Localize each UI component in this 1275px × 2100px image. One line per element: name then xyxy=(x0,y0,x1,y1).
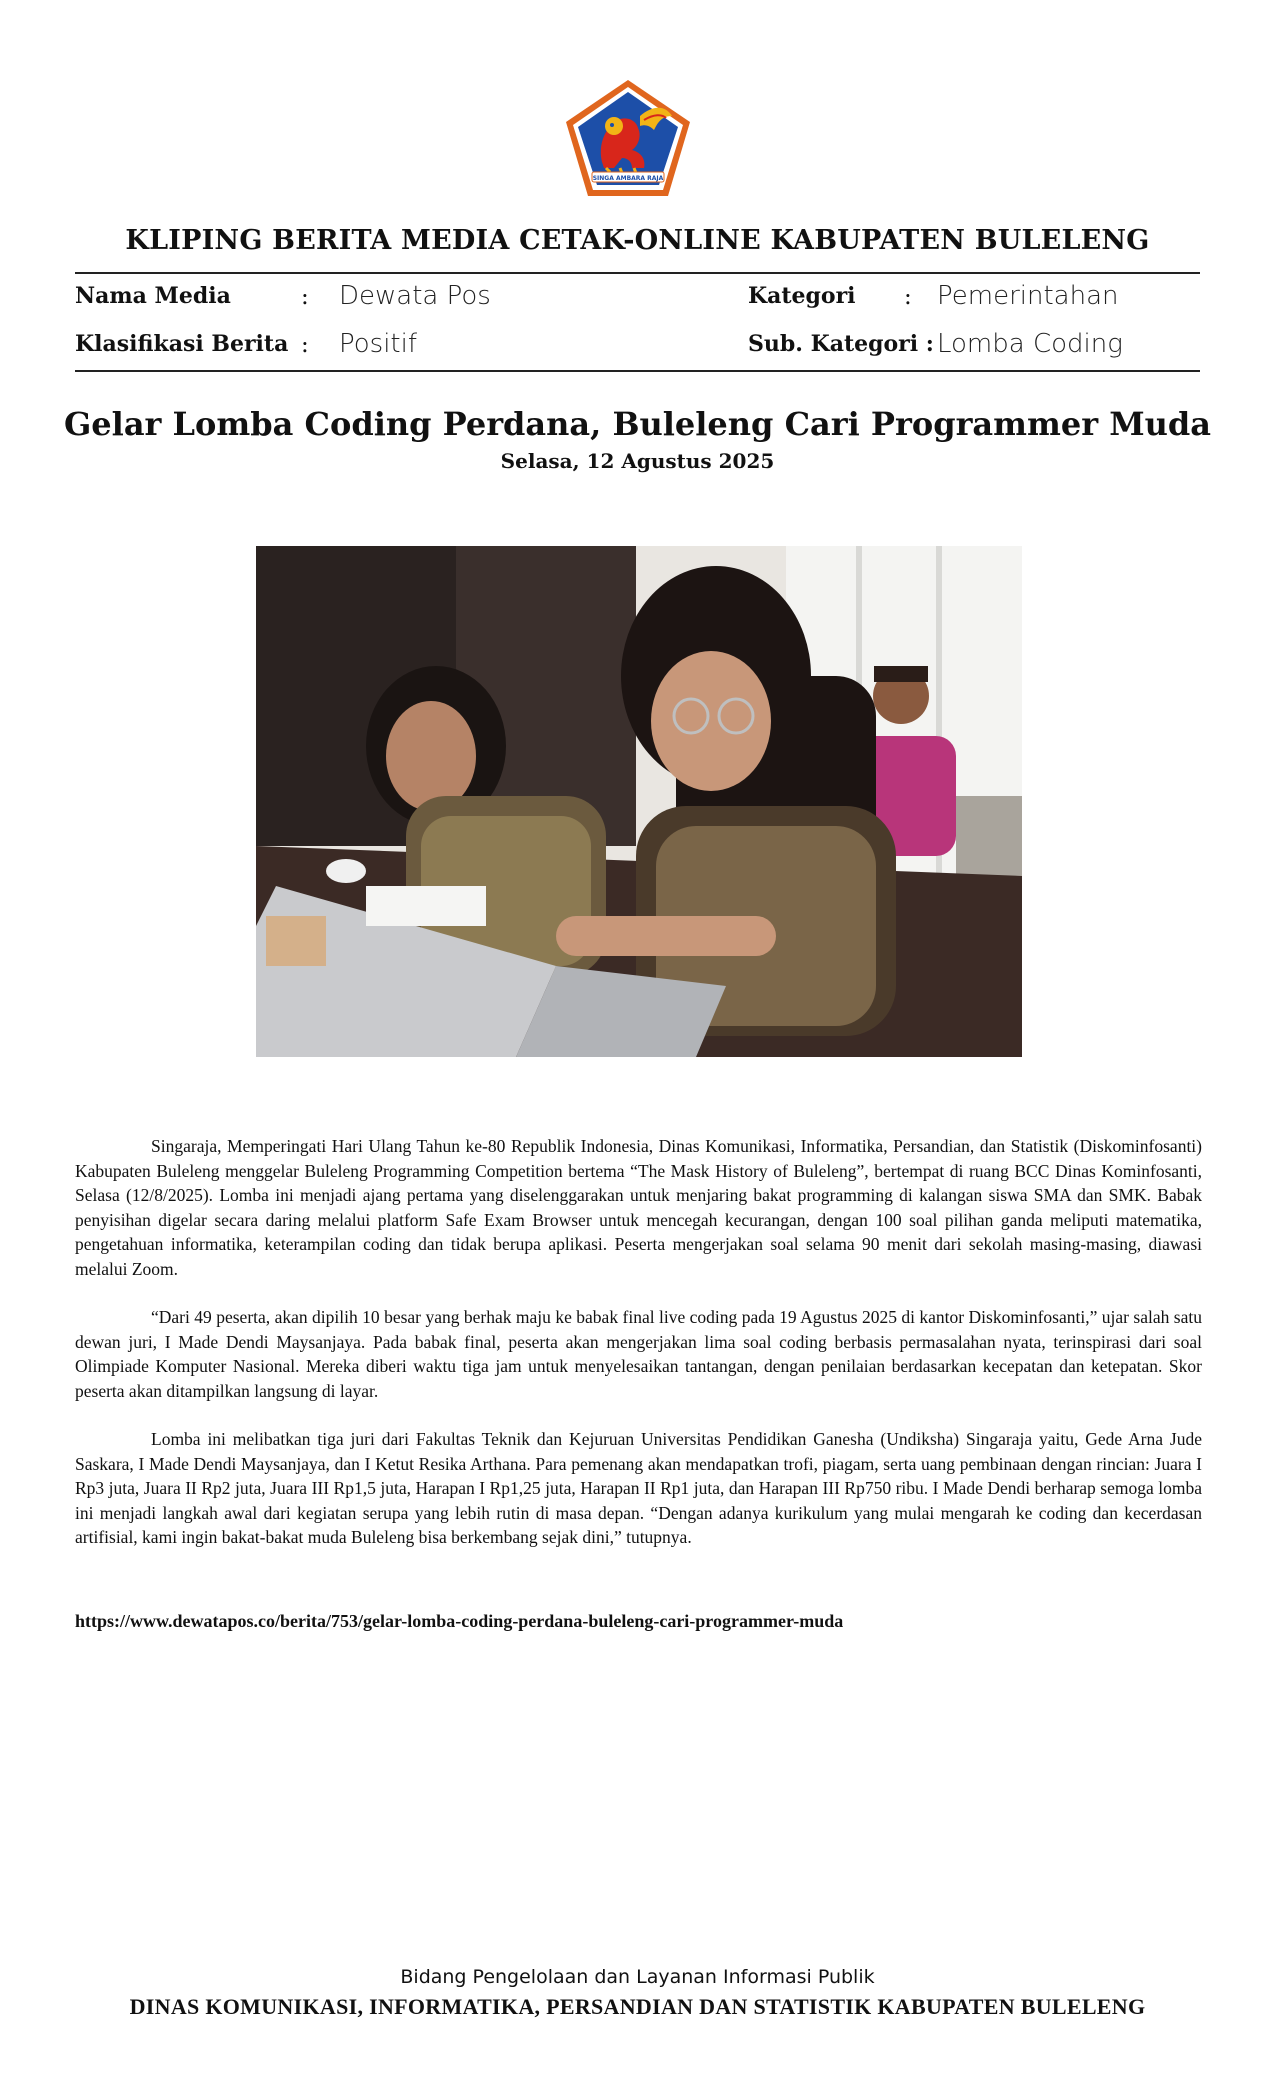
article-photo xyxy=(256,546,1022,1057)
klasifikasi-colon: : xyxy=(301,332,309,358)
emblem-motto: SINGA AMBARA RAJA xyxy=(592,175,664,182)
article-paragraph-3: Lomba ini melibatkan tiga juri dari Fakultas Teknik dan Kejuruan Universitas Pendidikan Ganesha (Undiksha) Singaraja yaitu, Gede Arna Jude Saskara, I Made Dendi Maysanjaya, dan I Ketut Resika Arthana. Para pemenang akan mendapatkan trofi, piagam, serta uang pembinaan dengan rincian: Juara I Rp3 juta, Juara II Rp2 juta, Juara III Rp1,5 juta, Harapan I Rp1,25 juta, Harapan II Rp1 juta, dan Harapan III Rp750 ribu. I Made Dendi berharap semoga lomba ini menjadi langkah awal dari kegiatan serupa yang lebih rutin di masa depan. “Dengan adanya kurikulum yang mulai mengarah ke coding dan kecerdasan artifisial, kami ingin bakat-bakat muda Buleleng bisa berkembang sejak dini,” tutupnya. xyxy=(75,1429,1202,1547)
nama-media-value: Dewata Pos xyxy=(339,281,491,311)
kategori-value: Pemerintahan xyxy=(937,281,1119,311)
header-rule-bottom xyxy=(75,370,1200,372)
article-paragraph-1: Singaraja, Memperingati Hari Ulang Tahun ke-80 Republik Indonesia, Dinas Komunikasi, Informatika, Persandian, dan Statistik (Diskominfosanti) Kabupaten Buleleng menggelar Buleleng Programming Competition bertema “The Mask History of Buleleng”, bertempat di ruang BCC Dinas Kominfosanti, Selasa (12/8/2025). Lomba ini menjadi ajang pertama yang diselenggarakan untuk menjaring bakat programming di kalangan siswa SMA dan SMK. Babak penyisihan digelar secara daring melalui platform Safe Exam Browser untuk mencegah kecurangan, dengan 100 soal pilihan ganda meliputi matematika, pengetahuan informatika, keterampilan coding dan tidak berupa aplikasi. Peserta mengerjakan soal selama 90 menit dari sekolah masing-masing, diawasi melalui Zoom. xyxy=(75,1136,1202,1279)
kategori-colon: : xyxy=(904,284,912,310)
article-body xyxy=(75,1134,1202,1574)
header-title: KLIPING BERITA MEDIA CETAK-ONLINE KABUPATEN BULELENG xyxy=(125,225,1150,256)
article-date: Selasa, 12 Agustus 2025 xyxy=(500,449,775,473)
kategori-label: Kategori xyxy=(748,283,856,309)
source-url: https://www.dewatapos.co/berita/753/gelar-lomba-coding-perdana-buleleng-cari-programmer-muda xyxy=(75,1611,844,1631)
article-title: Gelar Lomba Coding Perdana, Buleleng Cari Programmer Muda xyxy=(63,405,1212,443)
sub-kategori-label: Sub. Kategori : xyxy=(748,331,934,357)
klasifikasi-value: Positif xyxy=(339,329,417,359)
nama-media-label: Nama Media xyxy=(75,283,231,309)
article-paragraph-2: “Dari 49 peserta, akan dipilih 10 besar yang berhak maju ke babak final live coding pada 19 Agustus 2025 di kantor Diskominfosanti,” ujar salah satu dewan juri, I Made Dendi Maysanjaya. Pada babak final, peserta akan mengerjakan lima soal coding berbasis permasalahan nyata, terinspirasi dari soal Olimpiade Komputer Nasional. Mereka diberi waktu tiga jam untuk menyelesaikan tantangan, dengan penilaian berdasarkan kecepatan dan ketepatan. Skor peserta akan ditampilkan langsung di layar. xyxy=(75,1307,1202,1401)
sub-kategori-value: Lomba Coding xyxy=(937,329,1123,359)
nama-media-colon: : xyxy=(301,284,309,310)
klasifikasi-label: Klasifikasi Berita xyxy=(75,331,289,357)
footer-division: Bidang Pengelolaan dan Layanan Informasi Publik xyxy=(400,1966,875,1988)
winged-lion-emblem-icon xyxy=(562,76,694,200)
footer-agency: DINAS KOMUNIKASI, INFORMATIKA, PERSANDIAN DAN STATISTIK KABUPATEN BULELENG xyxy=(129,1994,1146,2019)
header-rule-top xyxy=(75,272,1200,274)
